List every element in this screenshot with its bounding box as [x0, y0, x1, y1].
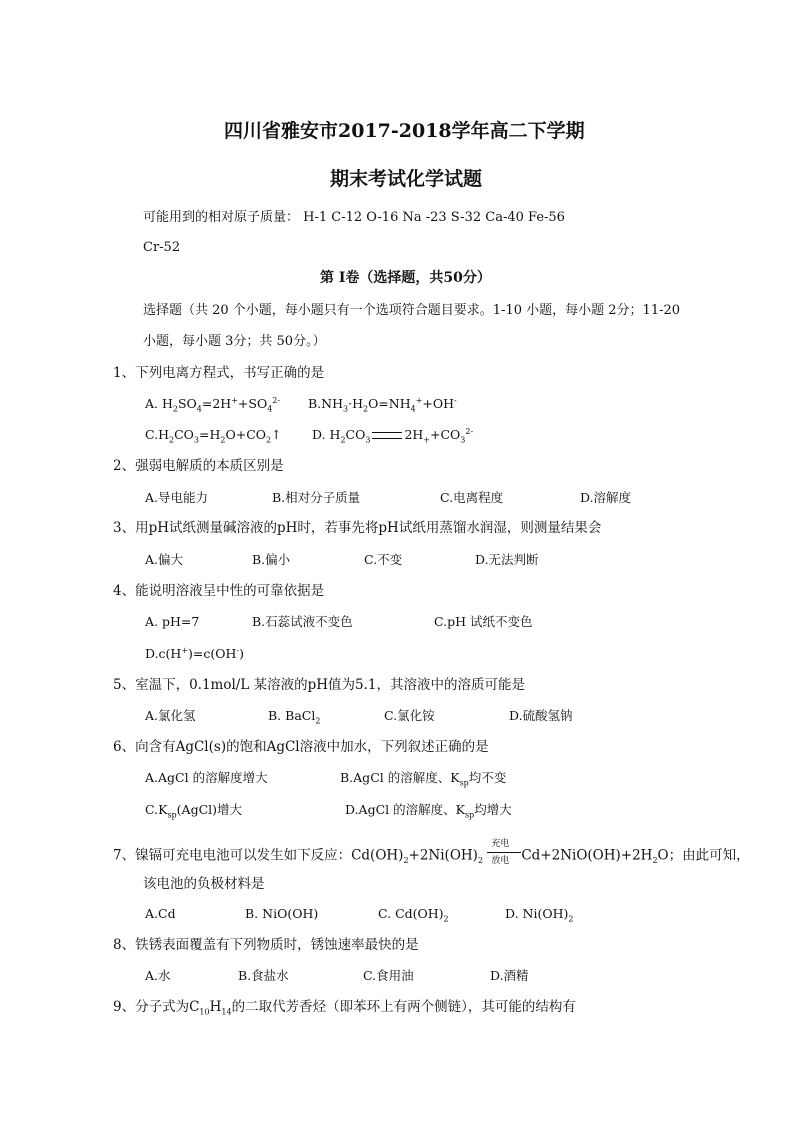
- q7-option-c: C. $Cd(OH)_2$: [378, 906, 449, 924]
- q3-option-c: C.不变: [364, 552, 403, 567]
- equilibrium-arrow-icon: [372, 432, 402, 439]
- q2-option-a: A.导电能力: [145, 490, 209, 505]
- question-8-stem: 8、铁锈表面覆盖有下列物质时，锈蚀速率最快的是: [113, 937, 419, 953]
- q8-option-d: D.酒精: [490, 968, 529, 983]
- q4-option-a: A. pH=7: [145, 614, 200, 629]
- q6-option-a: A.AgCl 的溶解度增大: [145, 770, 268, 785]
- q3-option-b: B.偏小: [252, 552, 291, 567]
- atomic-mass-line-2: Cr-52: [143, 240, 181, 255]
- title-line-2: 期末考试化学试题: [330, 168, 483, 190]
- q8-option-c: C.食用油: [363, 968, 414, 983]
- q2-option-d: D.溶解度: [580, 490, 632, 505]
- q3-option-a: A.偏大: [145, 552, 184, 567]
- question-5-stem: 5、室温下，0.1mol/L 某溶液的pH值为5.1，其溶液中的溶质可能是: [113, 677, 525, 693]
- q1-option-d: D. $H_2CO_3$ $2H_++CO_3^{2-}$: [312, 426, 474, 445]
- q7-option-a: A.Cd: [145, 906, 176, 921]
- q4-option-c: C.pH 试纸不变色: [434, 614, 533, 629]
- question-7-stem: 7、镍镉可充电电池可以发生如下反应：$Cd(OH)_2+2Ni(OH)_2$ 充电 放电 $Cd+2NiO(OH)+2H_2O$；由此可知，: [113, 839, 750, 866]
- q8-option-a: A.水: [145, 968, 171, 983]
- atomic-mass-line-1: 可能用到的相对原子质量： H-1 C-12 O-16 Na -23 S-32 Ca-40 Fe-56: [143, 210, 565, 225]
- question-7-stem-line-2: 该电池的负极材料是: [143, 876, 265, 892]
- q2-option-b: B.相对分子质量: [272, 490, 361, 505]
- q2-option-c: C.电离程度: [440, 490, 504, 505]
- instructions-line-2: 小题，每小题 3分；共 50分。）: [143, 334, 326, 349]
- q1-option-a: A. $H_2SO_4=2H^++SO_4^{2-}$: [145, 395, 281, 414]
- q5-option-b: B. BaCl$_2$: [268, 708, 321, 726]
- q4-option-d: D.c(H+)=c(OH-): [145, 645, 245, 661]
- question-9-stem: 9、分子式为$C_{10}H_{14}$的二取代芳香烃（即苯环上有两个侧链），其可能的结构有: [113, 999, 576, 1017]
- q7-option-d: D. $Ni(OH)_2$: [505, 906, 574, 924]
- q1-option-b: $B.NH_3\cdot H_2O=NH_4^++OH^-$: [308, 395, 457, 414]
- q8-option-b: B.食盐水: [238, 968, 289, 983]
- q3-option-d: D.无法判断: [475, 552, 539, 567]
- title-line-1: 四川省雅安市2017-2018学年高二下学期: [224, 120, 585, 142]
- q6-option-b: B.AgCl 的溶解度、$K_{sp}$均不变: [340, 770, 507, 788]
- q6-option-c: $C.K_{sp}(AgCl)$增大: [145, 802, 243, 820]
- q4-option-b: B.石蕊试液不变色: [252, 614, 353, 629]
- instructions-line-1: 选择题（共 20 个小题，每小题只有一个选项符合题目要求。1-10 小题，每小题 2分；11-20: [143, 303, 681, 318]
- q5-option-d: D.硫酸氢钠: [509, 708, 573, 723]
- q5-option-a: A.氯化氢: [145, 708, 196, 723]
- question-3-stem: 3、用pH试纸测量碱溶液的pH时，若事先将pH试纸用蒸馏水润湿，则测量结果会: [113, 520, 602, 536]
- section-title: 第 I卷（选择题，共50分）: [320, 270, 491, 286]
- question-4-stem: 4、能说明溶液呈中性的可靠依据是: [113, 583, 325, 599]
- q7-option-b: B. NiO(OH): [245, 906, 319, 921]
- q1-option-c: $C.H_2CO_3=H_2O+CO_2↑$: [145, 427, 282, 445]
- question-2-stem: 2、强弱电解质的本质区别是: [113, 458, 284, 474]
- reversible-reaction-arrow: 充电 放电: [487, 846, 521, 866]
- question-6-stem: 6、向含有AgCl(s)的饱和AgCl溶液中加水，下列叙述正确的是: [113, 739, 489, 755]
- q5-option-c: C.氯化铵: [384, 708, 435, 723]
- q6-option-d: D.AgCl 的溶解度、$K_{sp}$均增大: [345, 802, 512, 820]
- question-1-stem: 1、下列电离方程式，书写正确的是: [113, 365, 325, 381]
